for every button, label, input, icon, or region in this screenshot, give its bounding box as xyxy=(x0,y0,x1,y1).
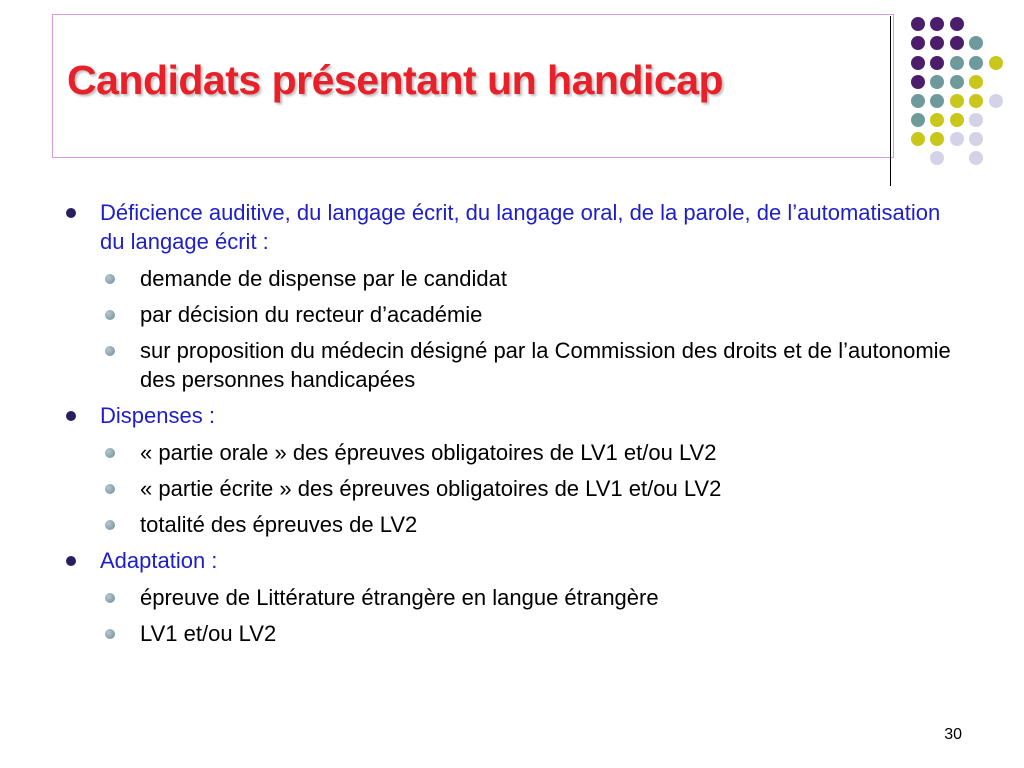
bullet-text: Adaptation : xyxy=(100,548,218,573)
decorative-dot xyxy=(930,17,944,31)
decorative-dot xyxy=(950,75,964,89)
decorative-dot xyxy=(911,17,925,31)
decorative-dot xyxy=(930,36,944,50)
sub-bullet-icon xyxy=(105,629,115,639)
decorative-dot xyxy=(911,113,925,127)
decorative-dot xyxy=(989,56,1003,70)
sub-bullet-text: sur proposition du médecin désigné par la Commission des droits et de l’autonomie des personnes handicapées xyxy=(140,338,951,392)
sub-bullet-text: LV1 et/ou LV2 xyxy=(140,621,277,646)
decorative-dot xyxy=(911,75,925,89)
decorative-dot xyxy=(969,56,983,70)
bullet-icon xyxy=(66,208,76,218)
decorative-dot xyxy=(969,151,983,165)
decorative-dot xyxy=(930,113,944,127)
bullet-text: Déficience auditive, du langage écrit, du langage oral, de la parole, de l’automatisation du langage écrit : xyxy=(100,200,941,254)
bullet-item xyxy=(60,401,970,430)
slide-content xyxy=(60,198,970,655)
decorative-dot xyxy=(950,113,964,127)
decorative-dot xyxy=(969,113,983,127)
bullet-icon xyxy=(66,411,76,421)
decorative-dot xyxy=(930,75,944,89)
sub-bullet-text: totalité des épreuves de LV2 xyxy=(140,512,418,537)
decorative-dot xyxy=(950,132,964,146)
sub-bullet-icon xyxy=(105,346,115,356)
decorative-dot xyxy=(950,94,964,108)
decorative-dot xyxy=(930,151,944,165)
sub-bullet-icon xyxy=(105,310,115,320)
sub-bullet-text: demande de dispense par le candidat xyxy=(140,266,507,291)
sub-bullet-text: par décision du recteur d’académie xyxy=(140,302,483,327)
decorative-dot xyxy=(930,94,944,108)
bullet-icon xyxy=(66,556,76,566)
sub-bullet-icon xyxy=(105,274,115,284)
sub-bullet-text: « partie écrite » des épreuves obligatoires de LV1 et/ou LV2 xyxy=(140,476,722,501)
sub-bullet-icon xyxy=(105,448,115,458)
decorative-dot xyxy=(911,94,925,108)
sub-bullet-item xyxy=(60,583,970,612)
decorative-dot xyxy=(950,36,964,50)
sub-bullet-text: « partie orale » des épreuves obligatoires de LV1 et/ou LV2 xyxy=(140,440,717,465)
sub-bullet-item xyxy=(60,619,970,648)
decorative-dot xyxy=(989,94,1003,108)
sub-bullet-text: épreuve de Littérature étrangère en langue étrangère xyxy=(140,585,659,610)
sub-bullet-item xyxy=(60,264,970,293)
sub-bullet-item xyxy=(60,510,970,539)
slide-title: Candidats présentant un handicap xyxy=(67,57,724,103)
decorative-dot xyxy=(969,132,983,146)
sub-bullet-icon xyxy=(105,520,115,530)
decorative-dot xyxy=(950,56,964,70)
bullet-item xyxy=(60,546,970,575)
decorative-dot xyxy=(950,17,964,31)
decorative-dot xyxy=(930,56,944,70)
decorative-dot xyxy=(969,75,983,89)
sub-bullet-item xyxy=(60,438,970,467)
sub-bullet-icon xyxy=(105,593,115,603)
decorative-dot xyxy=(969,36,983,50)
decorative-dot xyxy=(911,132,925,146)
decorative-dot xyxy=(911,56,925,70)
sub-bullet-item xyxy=(60,474,970,503)
decorative-dot xyxy=(930,132,944,146)
sub-bullet-item xyxy=(60,300,970,329)
page-number: 30 xyxy=(944,726,962,743)
vertical-divider xyxy=(890,16,891,186)
decorative-dot xyxy=(911,36,925,50)
sub-bullet-item xyxy=(60,336,970,394)
decorative-dot xyxy=(969,94,983,108)
bullet-item xyxy=(60,198,970,256)
title-box xyxy=(52,14,894,158)
bullet-text: Dispenses : xyxy=(100,403,215,428)
sub-bullet-icon xyxy=(105,484,115,494)
